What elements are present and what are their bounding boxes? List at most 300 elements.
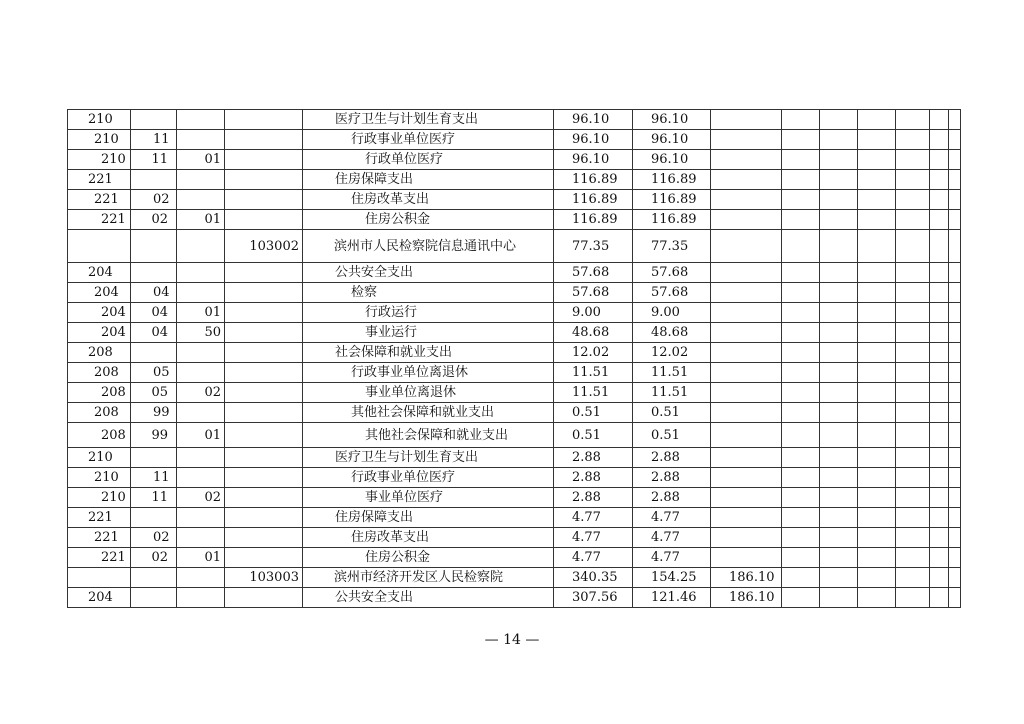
empty-cell	[782, 263, 820, 283]
empty-cell	[858, 190, 896, 210]
basic-expense-cell: 2.88	[633, 468, 711, 488]
class-code-cell	[68, 230, 131, 263]
empty-cell	[896, 508, 930, 528]
project-expense-cell	[711, 130, 782, 150]
name-cell: 住房保障支出	[303, 170, 554, 190]
basic-expense-cell: 12.02	[633, 343, 711, 363]
empty-cell	[858, 210, 896, 230]
empty-cell	[820, 303, 858, 323]
empty-cell	[820, 150, 858, 170]
empty-cell	[930, 448, 949, 468]
class-code-cell: 210	[68, 110, 131, 130]
unit-code-cell	[225, 468, 303, 488]
empty-cell	[930, 403, 949, 423]
empty-cell	[858, 110, 896, 130]
unit-code-cell	[225, 548, 303, 568]
empty-cell	[896, 403, 930, 423]
empty-cell	[782, 323, 820, 343]
table-row	[68, 283, 961, 303]
item-code-cell	[131, 343, 177, 363]
empty-cell	[820, 588, 858, 608]
subitem-code-cell: 01	[177, 423, 225, 448]
unit-code-cell	[225, 403, 303, 423]
unit-code-cell	[225, 588, 303, 608]
project-expense-cell	[711, 528, 782, 548]
project-expense-cell	[711, 383, 782, 403]
empty-cell	[782, 283, 820, 303]
project-expense-cell: 186.10	[711, 588, 782, 608]
empty-cell	[930, 423, 949, 448]
empty-cell	[949, 303, 961, 323]
empty-cell	[858, 263, 896, 283]
class-code-cell: 208	[68, 343, 131, 363]
empty-cell	[949, 528, 961, 548]
table-row	[68, 528, 961, 548]
unit-code-cell	[225, 343, 303, 363]
class-code-cell: 208	[68, 363, 131, 383]
total-cell: 307.56	[554, 588, 633, 608]
project-expense-cell	[711, 263, 782, 283]
empty-cell	[930, 110, 949, 130]
empty-cell	[858, 363, 896, 383]
total-cell: 9.00	[554, 303, 633, 323]
empty-cell	[949, 403, 961, 423]
basic-expense-cell: 116.89	[633, 210, 711, 230]
subitem-code-cell	[177, 528, 225, 548]
class-code-cell: 210	[68, 448, 131, 468]
empty-cell	[896, 468, 930, 488]
subitem-code-cell	[177, 343, 225, 363]
unit-code-cell	[225, 263, 303, 283]
total-cell: 48.68	[554, 323, 633, 343]
class-code-cell: 204	[68, 323, 131, 343]
subitem-code-cell: 01	[177, 150, 225, 170]
class-code-cell: 208	[68, 423, 131, 448]
item-code-cell	[131, 508, 177, 528]
empty-cell	[930, 150, 949, 170]
empty-cell	[858, 528, 896, 548]
class-code-cell: 221	[68, 170, 131, 190]
item-code-cell	[131, 110, 177, 130]
empty-cell	[896, 423, 930, 448]
total-cell: 0.51	[554, 403, 633, 423]
table-row	[68, 323, 961, 343]
project-expense-cell	[711, 403, 782, 423]
empty-cell	[858, 323, 896, 343]
empty-cell	[949, 488, 961, 508]
basic-expense-cell: 2.88	[633, 448, 711, 468]
empty-cell	[858, 448, 896, 468]
table-row	[68, 343, 961, 363]
empty-cell	[782, 548, 820, 568]
total-cell: 2.88	[554, 488, 633, 508]
class-code-cell: 204	[68, 303, 131, 323]
empty-cell	[896, 548, 930, 568]
empty-cell	[820, 403, 858, 423]
empty-cell	[782, 303, 820, 323]
empty-cell	[820, 110, 858, 130]
empty-cell	[949, 283, 961, 303]
empty-cell	[820, 568, 858, 588]
unit-code-cell	[225, 190, 303, 210]
subitem-code-cell: 01	[177, 548, 225, 568]
class-code-cell: 204	[68, 283, 131, 303]
project-expense-cell	[711, 190, 782, 210]
name-cell: 行政事业单位医疗	[303, 468, 554, 488]
name-cell: 事业运行	[303, 323, 554, 343]
class-code-cell: 221	[68, 190, 131, 210]
empty-cell	[949, 588, 961, 608]
basic-expense-cell: 48.68	[633, 323, 711, 343]
empty-cell	[820, 528, 858, 548]
table-row	[68, 150, 961, 170]
table-row	[68, 210, 961, 230]
empty-cell	[930, 130, 949, 150]
empty-cell	[896, 343, 930, 363]
basic-expense-cell: 57.68	[633, 263, 711, 283]
empty-cell	[949, 468, 961, 488]
total-cell: 2.88	[554, 448, 633, 468]
empty-cell	[930, 190, 949, 210]
project-expense-cell	[711, 548, 782, 568]
subitem-code-cell	[177, 110, 225, 130]
empty-cell	[949, 343, 961, 363]
subitem-code-cell	[177, 283, 225, 303]
empty-cell	[930, 343, 949, 363]
empty-cell	[858, 508, 896, 528]
subitem-code-cell	[177, 190, 225, 210]
empty-cell	[782, 210, 820, 230]
item-code-cell: 05	[131, 363, 177, 383]
basic-expense-cell: 77.35	[633, 230, 711, 263]
basic-expense-cell: 4.77	[633, 548, 711, 568]
subitem-code-cell	[177, 468, 225, 488]
empty-cell	[896, 488, 930, 508]
project-expense-cell	[711, 230, 782, 263]
unit-code-cell	[225, 210, 303, 230]
class-code-cell: 204	[68, 263, 131, 283]
table-body	[68, 110, 961, 608]
empty-cell	[949, 383, 961, 403]
total-cell: 96.10	[554, 110, 633, 130]
project-expense-cell	[711, 343, 782, 363]
name-cell: 公共安全支出	[303, 263, 554, 283]
empty-cell	[820, 468, 858, 488]
empty-cell	[858, 343, 896, 363]
table-row	[68, 263, 961, 283]
empty-cell	[858, 130, 896, 150]
subitem-code-cell	[177, 448, 225, 468]
project-expense-cell: 186.10	[711, 568, 782, 588]
item-code-cell: 04	[131, 303, 177, 323]
unit-code-cell	[225, 283, 303, 303]
table-row	[68, 303, 961, 323]
empty-cell	[896, 303, 930, 323]
table-row	[68, 130, 961, 150]
table-row	[68, 230, 961, 263]
name-cell: 其他社会保障和就业支出	[303, 423, 554, 448]
empty-cell	[896, 363, 930, 383]
unit-code-cell	[225, 323, 303, 343]
subitem-code-cell: 01	[177, 303, 225, 323]
unit-code-cell	[225, 423, 303, 448]
basic-expense-cell: 116.89	[633, 190, 711, 210]
empty-cell	[782, 190, 820, 210]
class-code-cell: 221	[68, 210, 131, 230]
empty-cell	[930, 488, 949, 508]
empty-cell	[949, 230, 961, 263]
empty-cell	[949, 448, 961, 468]
empty-cell	[858, 383, 896, 403]
item-code-cell: 99	[131, 403, 177, 423]
table-row	[68, 468, 961, 488]
table-row	[68, 190, 961, 210]
empty-cell	[820, 323, 858, 343]
name-cell: 医疗卫生与计划生育支出	[303, 448, 554, 468]
total-cell: 4.77	[554, 508, 633, 528]
empty-cell	[782, 448, 820, 468]
empty-cell	[782, 363, 820, 383]
table-row	[68, 423, 961, 448]
project-expense-cell	[711, 303, 782, 323]
empty-cell	[782, 588, 820, 608]
empty-cell	[949, 568, 961, 588]
name-cell: 住房公积金	[303, 548, 554, 568]
subitem-code-cell	[177, 508, 225, 528]
project-expense-cell	[711, 110, 782, 130]
empty-cell	[896, 263, 930, 283]
item-code-cell	[131, 448, 177, 468]
class-code-cell: 221	[68, 528, 131, 548]
empty-cell	[820, 448, 858, 468]
item-code-cell	[131, 568, 177, 588]
page-number: — 14 —	[484, 632, 540, 648]
item-code-cell: 04	[131, 323, 177, 343]
unit-code-cell	[225, 363, 303, 383]
unit-code-cell: 103003	[225, 568, 303, 588]
total-cell: 0.51	[554, 423, 633, 448]
empty-cell	[930, 508, 949, 528]
table-row	[68, 110, 961, 130]
basic-expense-cell: 9.00	[633, 303, 711, 323]
project-expense-cell	[711, 468, 782, 488]
class-code-cell	[68, 568, 131, 588]
item-code-cell: 02	[131, 548, 177, 568]
table-row	[68, 363, 961, 383]
empty-cell	[930, 548, 949, 568]
class-code-cell: 221	[68, 548, 131, 568]
project-expense-cell	[711, 488, 782, 508]
empty-cell	[949, 263, 961, 283]
total-cell: 57.68	[554, 283, 633, 303]
project-expense-cell	[711, 210, 782, 230]
empty-cell	[930, 230, 949, 263]
empty-cell	[930, 588, 949, 608]
class-code-cell: 204	[68, 588, 131, 608]
empty-cell	[782, 130, 820, 150]
item-code-cell: 02	[131, 210, 177, 230]
empty-cell	[820, 423, 858, 448]
empty-cell	[782, 230, 820, 263]
unit-code-cell	[225, 448, 303, 468]
empty-cell	[896, 150, 930, 170]
item-code-cell: 11	[131, 468, 177, 488]
empty-cell	[930, 528, 949, 548]
empty-cell	[896, 230, 930, 263]
subitem-code-cell	[177, 568, 225, 588]
basic-expense-cell: 0.51	[633, 403, 711, 423]
subitem-code-cell	[177, 170, 225, 190]
name-cell: 医疗卫生与计划生育支出	[303, 110, 554, 130]
empty-cell	[782, 488, 820, 508]
item-code-cell: 05	[131, 383, 177, 403]
name-cell: 住房公积金	[303, 210, 554, 230]
empty-cell	[930, 303, 949, 323]
empty-cell	[858, 230, 896, 263]
empty-cell	[949, 110, 961, 130]
table-row	[68, 170, 961, 190]
name-cell: 住房改革支出	[303, 528, 554, 548]
name-cell: 住房保障支出	[303, 508, 554, 528]
class-code-cell: 210	[68, 468, 131, 488]
empty-cell	[820, 488, 858, 508]
project-expense-cell	[711, 170, 782, 190]
empty-cell	[949, 423, 961, 448]
item-code-cell	[131, 230, 177, 263]
empty-cell	[858, 303, 896, 323]
empty-cell	[930, 263, 949, 283]
subitem-code-cell: 02	[177, 383, 225, 403]
empty-cell	[858, 548, 896, 568]
empty-cell	[820, 343, 858, 363]
empty-cell	[782, 110, 820, 130]
name-cell: 其他社会保障和就业支出	[303, 403, 554, 423]
basic-expense-cell: 4.77	[633, 528, 711, 548]
unit-code-cell	[225, 383, 303, 403]
table-row	[68, 568, 961, 588]
item-code-cell	[131, 263, 177, 283]
item-code-cell: 02	[131, 528, 177, 548]
empty-cell	[782, 403, 820, 423]
basic-expense-cell: 11.51	[633, 383, 711, 403]
empty-cell	[949, 150, 961, 170]
subitem-code-cell	[177, 363, 225, 383]
item-code-cell: 02	[131, 190, 177, 210]
empty-cell	[858, 468, 896, 488]
empty-cell	[820, 548, 858, 568]
empty-cell	[896, 323, 930, 343]
empty-cell	[896, 383, 930, 403]
empty-cell	[949, 130, 961, 150]
table-row	[68, 548, 961, 568]
table-row	[68, 508, 961, 528]
table-row	[68, 383, 961, 403]
subitem-code-cell	[177, 403, 225, 423]
empty-cell	[930, 468, 949, 488]
project-expense-cell	[711, 508, 782, 528]
unit-code-cell: 103002	[225, 230, 303, 263]
empty-cell	[896, 130, 930, 150]
project-expense-cell	[711, 283, 782, 303]
empty-cell	[930, 283, 949, 303]
basic-expense-cell: 0.51	[633, 423, 711, 448]
item-code-cell	[131, 588, 177, 608]
empty-cell	[782, 528, 820, 548]
empty-cell	[820, 383, 858, 403]
empty-cell	[820, 190, 858, 210]
project-expense-cell	[711, 448, 782, 468]
total-cell: 4.77	[554, 548, 633, 568]
basic-expense-cell: 11.51	[633, 363, 711, 383]
table-row	[68, 448, 961, 468]
empty-cell	[896, 568, 930, 588]
total-cell: 116.89	[554, 210, 633, 230]
class-code-cell: 208	[68, 383, 131, 403]
empty-cell	[949, 323, 961, 343]
empty-cell	[949, 190, 961, 210]
subitem-code-cell	[177, 263, 225, 283]
class-code-cell: 210	[68, 488, 131, 508]
empty-cell	[896, 448, 930, 468]
name-cell: 行政事业单位离退休	[303, 363, 554, 383]
item-code-cell: 99	[131, 423, 177, 448]
name-cell: 公共安全支出	[303, 588, 554, 608]
subitem-code-cell: 50	[177, 323, 225, 343]
empty-cell	[820, 263, 858, 283]
empty-cell	[858, 488, 896, 508]
class-code-cell: 208	[68, 403, 131, 423]
total-cell: 57.68	[554, 263, 633, 283]
subitem-code-cell	[177, 130, 225, 150]
total-cell: 11.51	[554, 363, 633, 383]
subitem-code-cell: 02	[177, 488, 225, 508]
project-expense-cell	[711, 363, 782, 383]
subitem-code-cell	[177, 588, 225, 608]
name-cell: 事业单位离退休	[303, 383, 554, 403]
table-row	[68, 588, 961, 608]
empty-cell	[782, 343, 820, 363]
empty-cell	[820, 170, 858, 190]
total-cell: 11.51	[554, 383, 633, 403]
unit-code-cell	[225, 170, 303, 190]
empty-cell	[782, 170, 820, 190]
project-expense-cell	[711, 323, 782, 343]
empty-cell	[858, 568, 896, 588]
item-code-cell: 11	[131, 150, 177, 170]
basic-expense-cell: 4.77	[633, 508, 711, 528]
total-cell: 96.10	[554, 130, 633, 150]
empty-cell	[949, 508, 961, 528]
basic-expense-cell: 2.88	[633, 488, 711, 508]
total-cell: 77.35	[554, 230, 633, 263]
item-code-cell	[131, 170, 177, 190]
unit-code-cell	[225, 130, 303, 150]
name-cell: 住房改革支出	[303, 190, 554, 210]
item-code-cell: 11	[131, 488, 177, 508]
empty-cell	[820, 230, 858, 263]
empty-cell	[930, 323, 949, 343]
empty-cell	[820, 283, 858, 303]
basic-expense-cell: 154.25	[633, 568, 711, 588]
total-cell: 96.10	[554, 150, 633, 170]
empty-cell	[858, 403, 896, 423]
empty-cell	[782, 568, 820, 588]
total-cell: 12.02	[554, 343, 633, 363]
class-code-cell: 221	[68, 508, 131, 528]
subitem-code-cell	[177, 230, 225, 263]
empty-cell	[930, 210, 949, 230]
total-cell: 2.88	[554, 468, 633, 488]
